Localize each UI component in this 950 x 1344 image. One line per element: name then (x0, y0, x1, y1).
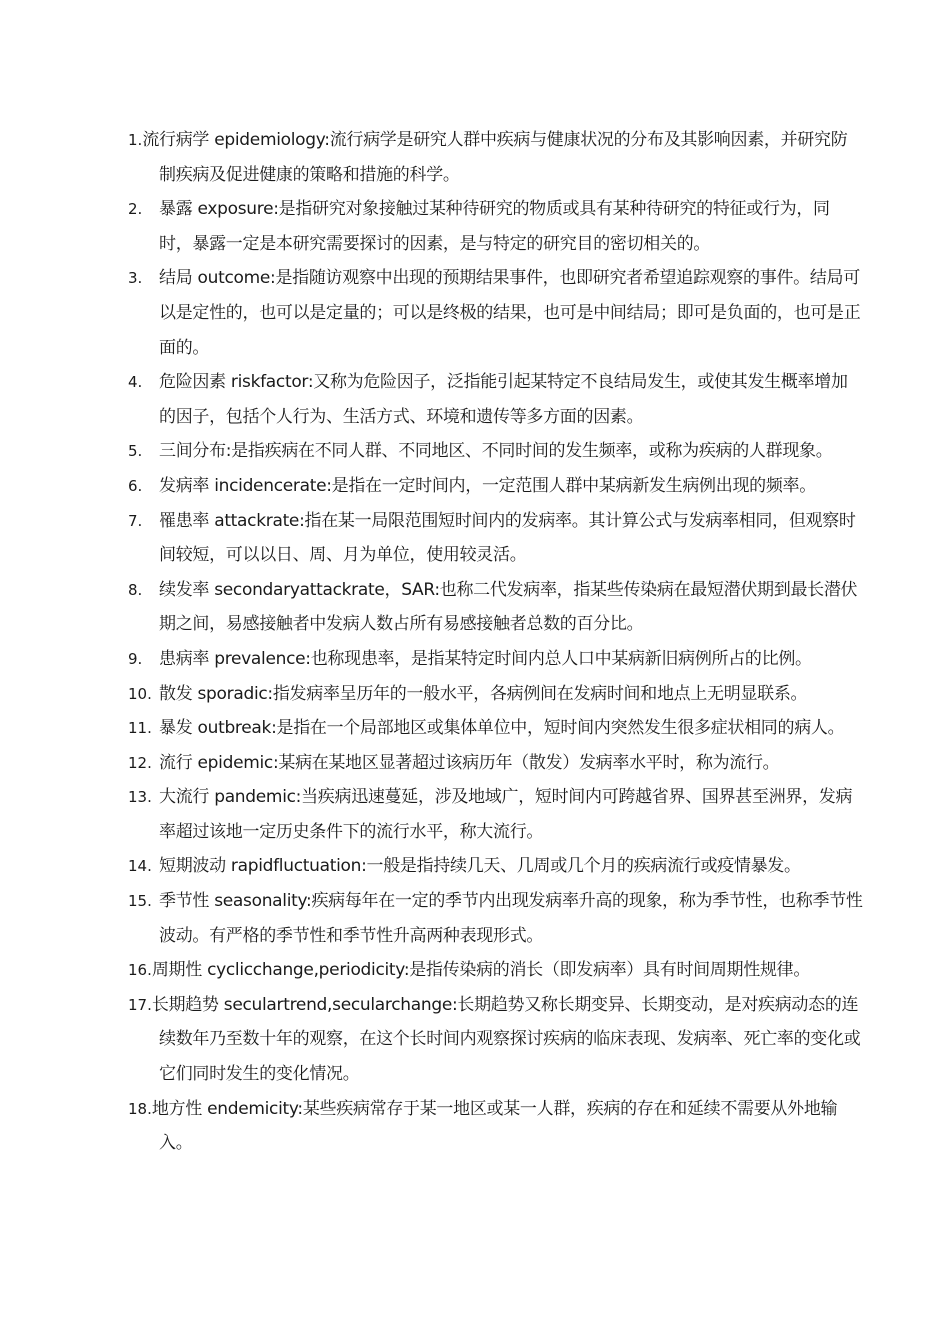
entry-text: 长期趋势 seculartrend,secularchange:长期趋势又称长期变异、长期变动，是对疾病动态的连续数年乃至数十年的观察，在这个长时间内观察探讨疾病的临床表现、发病率、死亡率的变化或它们同时发生的变化情况。 (151, 994, 861, 1085)
entry-text: 大流行 pandemic:当疾病迅速蔓延，涉及地域广，短时间内可跨越省界、国界甚至洲界，发病率超过该地一定历史条件下的流行水平，称大流行。 (159, 787, 853, 842)
entry-number: 4. (128, 373, 143, 392)
glossary-entry (128, 504, 863, 573)
entry-number: 16. (128, 961, 152, 980)
entry-text: 短期波动 rapidfluctuation:一般是指持续几天、几周或几个月的疾病流行或疫情暴发。 (159, 856, 801, 877)
glossary-entry (128, 884, 863, 953)
glossary-entry (128, 642, 863, 677)
glossary-entry (128, 953, 863, 988)
entry-number: 17. (128, 995, 152, 1014)
entry-number: 10. (128, 684, 152, 703)
glossary-entry (128, 123, 863, 192)
entry-text: 暴露 exposure:是指研究对象接触过某种待研究的物质或具有某种待研究的特征或行为，同时，暴露一定是本研究需要探讨的因素，是与特定的研究目的密切相关的。 (159, 199, 830, 254)
entry-text: 流行病学 epidemiology:流行病学是研究人群中疾病与健康状况的分布及其影响因素，并研究防制疾病及促进健康的策略和措施的科学。 (142, 130, 848, 185)
glossary-entry (128, 849, 863, 884)
entry-number: 18. (128, 1099, 152, 1118)
glossary-entry (128, 711, 863, 746)
entry-text: 地方性 endemicity:某些疾病常存于某一地区或某一人群，疾病的存在和延续不需要从外地输入。 (151, 1098, 838, 1154)
entry-text: 季节性 seasonality:疾病每年在一定的季节内出现发病率升高的现象，称为季节性，也称季节性波动。有严格的季节性和季节性升高两种表现形式。 (159, 891, 863, 946)
entry-text: 发病率 incidencerate:是指在一定时间内，一定范围人群中某病新发生病例出现的频率。 (159, 475, 816, 496)
entry-number: 8. (128, 580, 143, 599)
glossary-entry (128, 746, 863, 781)
glossary-entry (128, 469, 863, 504)
entry-text: 流行 epidemic:某病在某地区显著超过该病历年（散发）发病率水平时，称为流行。 (159, 752, 780, 773)
entry-number: 3. (128, 269, 143, 288)
glossary-entry (128, 365, 863, 434)
entry-text: 危险因素 riskfactor:又称为危险因子，泛指能引起某特定不良结局发生，或使其发生概率增加的因子，包括个人行为、生活方式、环境和遗传等多方面的因素。 (159, 372, 848, 427)
entry-number: 9. (128, 649, 143, 668)
glossary-list (128, 123, 863, 1161)
glossary-entry (128, 573, 863, 642)
entry-number: 2. (128, 200, 143, 219)
entry-number: 13. (128, 788, 152, 807)
entry-text: 散发 sporadic:指发病率呈历年的一般水平，各病例间在发病时间和地点上无明显联系。 (159, 683, 808, 704)
glossary-entry (128, 192, 863, 261)
entry-text: 结局 outcome:是指随访观察中出现的预期结果事件，也即研究者希望追踪观察的事件。结局可以是定性的，也可以是定量的；可以是终极的结果，也可是中间结局；即可是负面的，也可是正面的。 (159, 268, 861, 358)
entry-number: 6. (128, 476, 143, 495)
entry-number: 1. (128, 131, 143, 149)
entry-text: 罹患率 attackrate:指在某一局限范围短时间内的发病率。其计算公式与发病率相同，但观察时间较短，可以以日、周、月为单位，使用较灵活。 (159, 510, 856, 566)
entry-text: 周期性 cyclicchange,periodicity:是指传染病的消长（即发病率）具有时间周期性规律。 (151, 960, 811, 981)
glossary-entry (128, 434, 863, 469)
entry-number: 14. (128, 857, 152, 876)
entry-text: 患病率 prevalence:也称现患率，是指某特定时间内总人口中某病新旧病例所占的比例。 (159, 648, 812, 669)
entry-text: 续发率 secondaryattackrate，SAR:也称二代发病率，指某些传染病在最短潜伏期到最长潜伏期之间，易感接触者中发病人数占所有易感接触者总数的百分比。 (159, 579, 858, 635)
glossary-entry (128, 988, 863, 1092)
entry-text: 暴发 outbreak:是指在一个局部地区或集体单位中，短时间内突然发生很多症状相同的病人。 (159, 718, 845, 739)
glossary-entry (128, 780, 863, 849)
entry-number: 5. (128, 442, 143, 461)
entry-text: 三间分布:是指疾病在不同人群、不同地区、不同时间的发生频率，或称为疾病的人群现象。 (159, 441, 833, 462)
entry-number: 15. (128, 892, 152, 911)
entry-number: 7. (128, 511, 143, 530)
glossary-entry (128, 261, 863, 365)
glossary-entry (128, 1092, 863, 1161)
entry-number: 12. (128, 753, 152, 772)
glossary-entry (128, 677, 863, 712)
entry-number: 11. (128, 719, 152, 738)
